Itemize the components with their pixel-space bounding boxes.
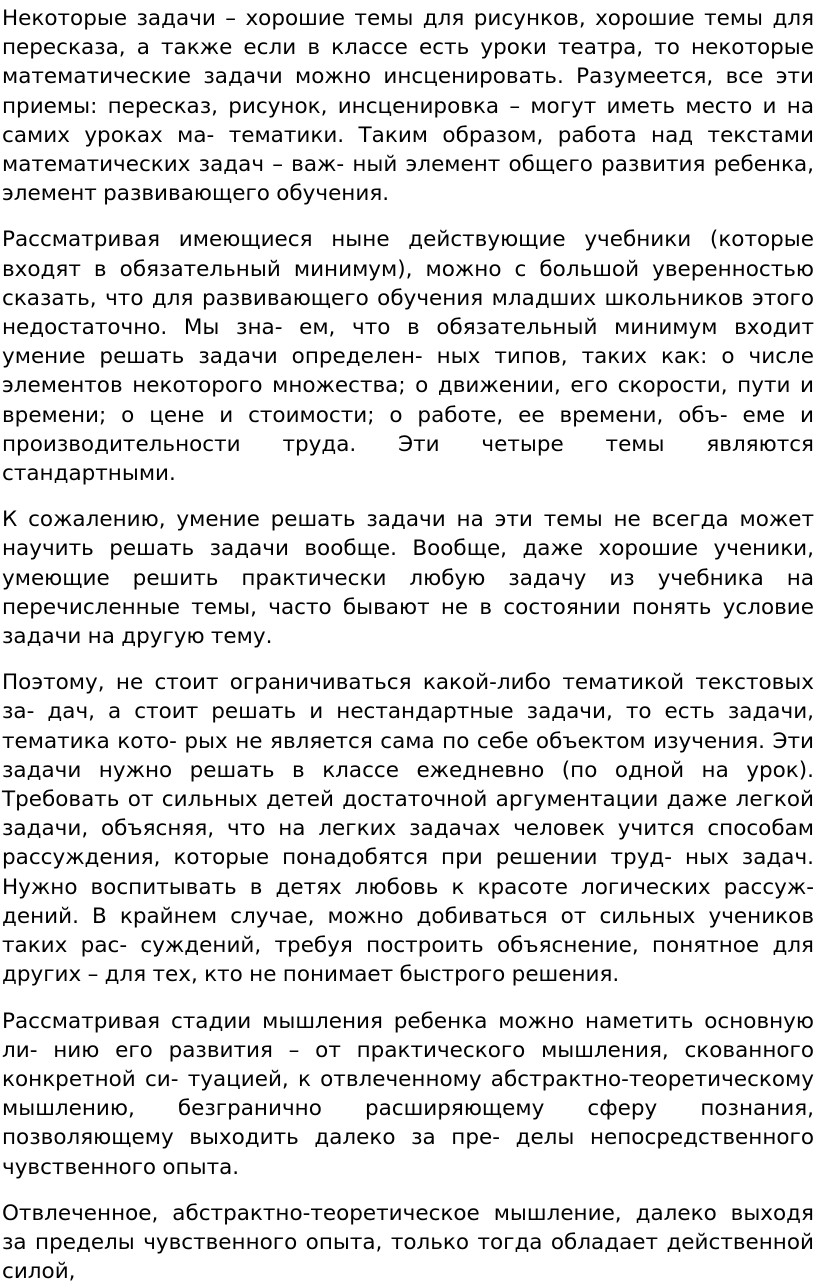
paragraph-5: Рассматривая стадии мышления ребенка можно наметить основную ли- нию его развития – от практического мышления, скованного конкретной си- туацией, к отвлеченному абстрактно-теоретическому мышлению, безгранично расширяющему сферу познания, позволяющему выходить далеко за пре- делы непосредственного чувственного опыта. <box>2 1008 814 1180</box>
paragraph-1: Некоторые задачи – хорошие темы для рисунков, хорошие темы для пересказа, а также если в классе есть уроки театра, то некоторые математические задачи можно инсценировать. Разумеется, все эти приемы: пересказ, рисунок, инсценировка – могут иметь место и на самих уроках ма- тематики. Таким образом, работа над текстами математических задач – важ- ный элемент общего развития ребенка, элемент развивающего обучения. <box>2 6 814 207</box>
paragraph-2: Рассматривая имеющиеся ныне действующие учебники (которые входят в обязательный минимум), можно с большой уверенностью сказать, что для развивающего обучения младших школьников этого недостаточно. Мы зна- ем, что в обязательный минимум входит умение решать задачи определен- ных типов, таких как: о числе элементов некоторого множества; о движении, его скорости, пути и времени; о цене и стоимости; о работе, ее времени, объ- еме и производительности труда. Эти четыре темы являются стандартными. <box>2 227 814 487</box>
paragraph-3: К сожалению, умение решать задачи на эти темы не всегда может научить решать задачи вообще. Вообще, даже хорошие ученики, умеющие решить практически любую задачу из учебника на перечисленные темы, часто бывают не в состоянии понять условие задачи на другую тему. <box>2 507 814 650</box>
paragraph-6: Отвлеченное, абстрактно-теоретическое мышление, далеко выходя за пределы чувственного опыта, только тогда обладает действенной силой, <box>2 1200 814 1285</box>
paragraph-4: Поэтому, не стоит ограничиваться какой-либо тематикой текстовых за- дач, а стоит решать и нестандартные задачи, то есть задачи, тематика кото- рых не является сама по себе объектом изучения. Эти задачи нужно решать в классе ежедневно (по одной на урок). Требовать от сильных детей достаточной аргументации даже легкой задачи, объясняя, что на легких задачах человек учится способам рассуждения, которые понадобятся при решении труд- ных задач. Нужно воспитывать в детях любовь к красоте логических рассуж- дений. В крайнем случае, можно добиваться от сильных учеников таких рас- суждений, требуя построить объяснение, понятное для других – для тех, кто не понимает быстрого решения. <box>2 670 814 988</box>
